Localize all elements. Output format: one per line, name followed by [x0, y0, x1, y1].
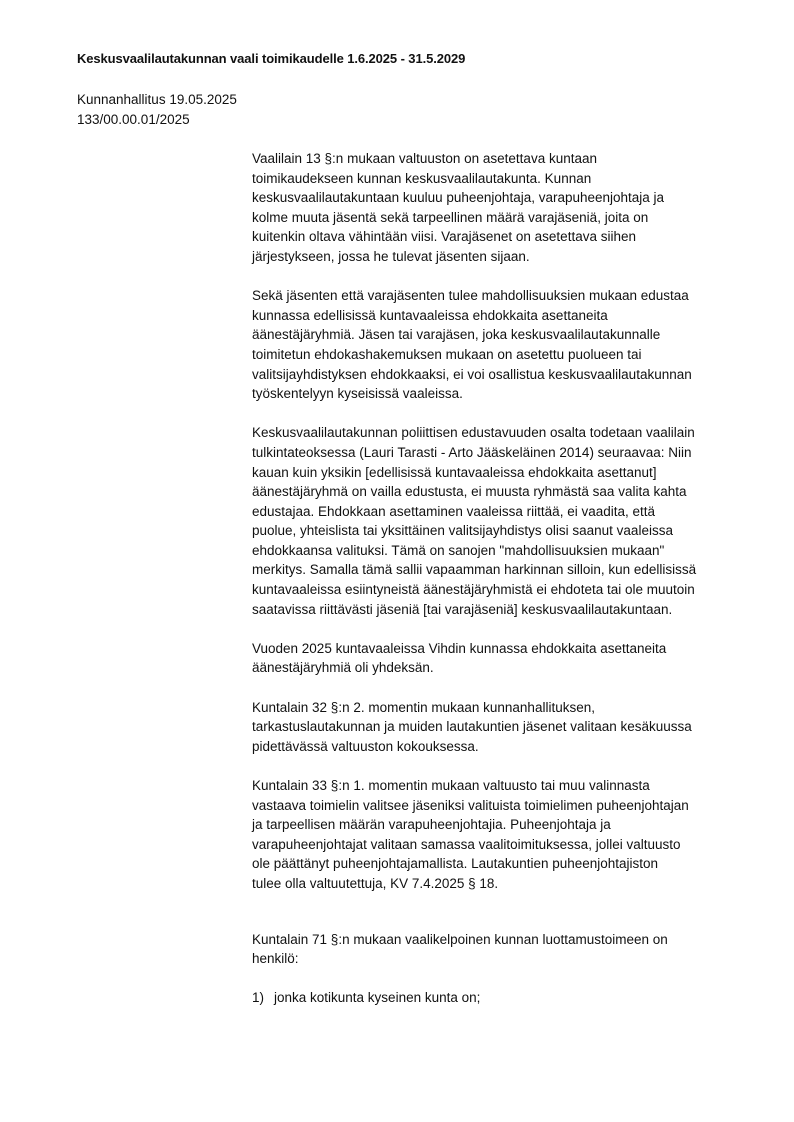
list-item [252, 988, 742, 1008]
paragraph-7 [252, 930, 742, 969]
paragraph-2 [252, 286, 742, 404]
text-line: pidettävässä valtuuston kokouksessa. [252, 738, 479, 754]
text-line: Kuntalain 32 §:n 2. momentin mukaan kunnanhallituksen, [252, 699, 595, 715]
text-line: toimikaudekseen kunnan keskusvaalilautakunta. Kunnan [252, 170, 592, 186]
text-line: ja tarpeellisen määrän varapuheenjohtajia. Puheenjohtaja ja [252, 817, 611, 833]
text-line: työskentelyyn kyseisissä vaaleissa. [252, 386, 463, 402]
text-line: toimitetun ehdokashakemuksen mukaan on asetettu puolueen tai [252, 346, 642, 362]
list-item-number: 1) [252, 990, 265, 1006]
paragraph-5 [252, 698, 742, 757]
text-line: Vuoden 2025 kuntavaaleissa Vihdin kunnassa ehdokkaita asettaneita [252, 640, 667, 656]
case-number: 133/00.00.01/2025 [77, 112, 190, 127]
meeting-info: Kunnanhallitus 19.05.2025 [77, 92, 237, 107]
text-line: merkitys. Samalla tämä sallii vapaamman harkinnan silloin, kun edellisissä [252, 562, 697, 578]
text-line: puolue, yhteislista tai yksittäinen valitsijayhdistys olisi saanut vaaleissa [252, 523, 673, 539]
text-line: kuitenkin oltava vähintään viisi. Varajäsenet on asetettava siihen [252, 229, 636, 245]
text-line: henkilö: [252, 951, 299, 967]
text-line: kuntavaaleissa esiintyneistä äänestäjäryhmistä ei ehdoteta tai ole muutoin [252, 582, 695, 598]
text-line: kolme muuta jäsentä sekä tarpeellinen määrä varajäseniä, joita on [252, 209, 649, 225]
text-line: äänestäjäryhmä on vailla edustusta, ei muusta ryhmästä saa valita kahta [252, 484, 687, 500]
paragraph-6 [252, 776, 742, 894]
text-line: kauan kuin yksikin [edellisissä kuntavaaleissa ehdokkaita asettanut] [252, 464, 657, 480]
text-line: saatavissa riittävästi jäseniä [tai varajäseniä] keskusvaalilautakuntaan. [252, 601, 673, 617]
text-line: edustajaa. Ehdokkaan asettaminen vaaleissa riittää, ei vaadita, että [252, 503, 656, 519]
text-line: Sekä jäsenten että varajäsenten tulee mahdollisuuksien mukaan edustaa [252, 288, 689, 304]
text-line: tarkastuslautakunnan ja muiden lautakuntien jäsenet valitaan kesäkuussa [252, 719, 692, 735]
text-line: Vaalilain 13 §:n mukaan valtuuston on asetettava kuntaan [252, 151, 597, 166]
text-line: äänestäjäryhmiä oli yhdeksän. [252, 660, 434, 676]
document-title: Keskusvaalilautakunnan vaali toimikaudelle 1.6.2025 - 31.5.2029 [77, 51, 466, 66]
paragraph-1 [252, 149, 742, 267]
text-line: ole päättänyt puheenjohtajamallista. Lautakuntien puheenjohtajiston [252, 856, 659, 872]
list-item-text: jonka kotikunta kyseinen kunta on; [274, 990, 481, 1006]
text-line: keskusvaalilautakuntaan kuuluu puheenjohtaja, varapuheenjohtaja ja [252, 190, 665, 206]
text-line: tulee olla valtuutettuja, KV 7.4.2025 § 18. [252, 875, 499, 891]
text-line: äänestäjäryhmiä. Jäsen tai varajäsen, joka keskusvaalilautakunnalle [252, 327, 661, 343]
text-line: Kuntalain 71 §:n mukaan vaalikelpoinen kunnan luottamustoimeen on [252, 931, 668, 947]
text-line: tulkintateoksessa (Lauri Tarasti - Arto Jääskeläinen 2014) seuraavaa: Niin [252, 444, 692, 460]
text-line: järjestykseen, jossa he tulevat jäsenten sijaan. [252, 248, 530, 264]
text-line: ehdokkaansa valituksi. Tämä on sanojen "mahdollisuuksien mukaan" [252, 542, 665, 558]
text-line: varapuheenjohtajat valitaan samassa vaalitoimituksessa, jollei valtuusto [252, 836, 681, 852]
text-line: valitsijayhdistyksen ehdokkaaksi, ei voi osallistua keskusvaalilautakunnan [252, 366, 692, 382]
text-line: Keskusvaalilautakunnan poliittisen edustavuuden osalta todetaan vaalilain [252, 425, 695, 441]
document-meta [77, 90, 237, 130]
text-line: vastaava toimielin valitsee jäseniksi valituista toimielimen puheenjohtajan [252, 797, 689, 813]
text-line: kunnassa edellisissä kuntavaaleissa ehdokkaita asettaneita [252, 307, 608, 323]
text-line: Kuntalain 33 §:n 1. momentin mukaan valtuusto tai muu valinnasta [252, 778, 650, 793]
paragraph-3 [252, 423, 742, 619]
document-body [252, 149, 742, 1008]
paragraph-4 [252, 639, 742, 678]
